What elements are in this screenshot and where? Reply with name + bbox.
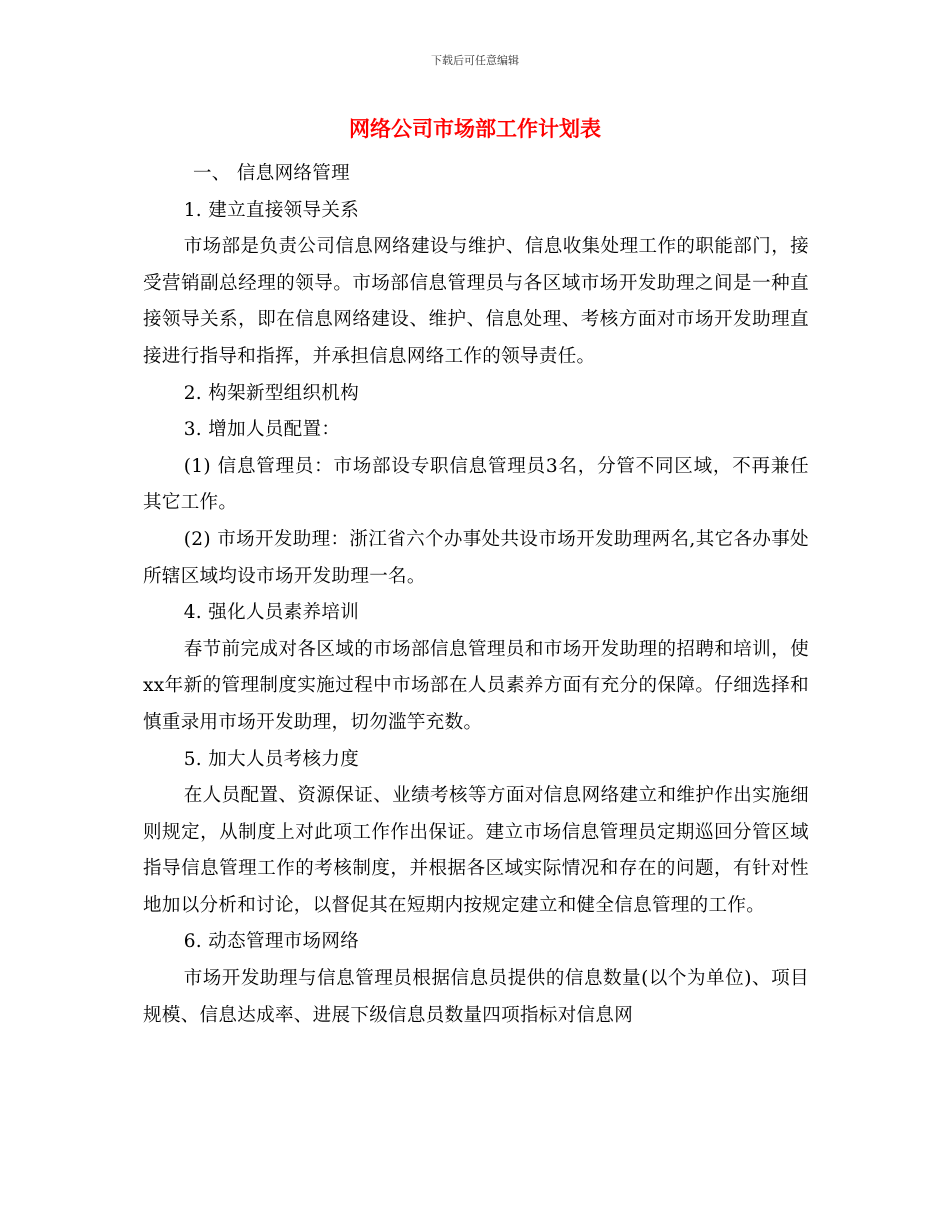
- subheading-staffing: 3. 增加人员配置：: [183, 419, 341, 441]
- subheading-dynamic-management: 6. 动态管理市场网络: [183, 931, 360, 953]
- paragraph-dynamic-management: 市场开发助理与信息管理员根据信息员提供的信息数量(以个为单位)、项目规模、信息达成率、进展下级信息员数量四项指标对信息网: [143, 968, 809, 1026]
- subheading-direct-leadership: 1. 建立直接领导关系: [183, 199, 360, 221]
- section-heading-information-network: 一、 信息网络管理: [192, 163, 350, 184]
- paragraph-assessment: 在人员配置、资源保证、业绩考核等方面对信息网络建立和维护作出实施细则规定，从制度上对此项工作作出保证。建立市场信息管理员定期巡回分管区域指导信息管理工作的考核制度，并根据各区域实际情况和存在的问题，有针对性地加以分析和讨论，以督促其在短期内按规定建立和健全信息管理的工作。: [143, 785, 809, 916]
- document-title: 网络公司市场部工作计划表: [349, 116, 601, 141]
- subheading-training: 4. 强化人员素养培训: [183, 602, 360, 624]
- subheading-assessment: 5. 加大人员考核力度: [183, 748, 360, 770]
- paragraph-training: 春节前完成对各区域的市场部信息管理员和市场开发助理的招聘和培训，使xx年新的管理制度实施过程中市场部在人员素养方面有充分的保障。仔细选择和慎重录用市场开发助理，切勿滥竽充数。: [143, 638, 809, 733]
- paragraph-market-department-role: 市场部是负责公司信息网络建设与维护、信息收集处理工作的职能部门，接受营销副总经理的领导。市场部信息管理员与各区域市场开发助理之间是一种直接领导关系，即在信息网络建设、维护、信息处理、考核方面对市场开发助理直接进行指导和指挥，并承担信息网络工作的领导责任。: [143, 236, 809, 367]
- paragraph-information-manager: (1) 信息管理员：市场部设专职信息管理员3名，分管不同区域，不再兼任其它工作。: [143, 455, 809, 514]
- document-body: [143, 156, 809, 1034]
- subheading-new-organization: 2. 构架新型组织机构: [183, 382, 360, 404]
- paragraph-market-assistant: (2) 市场开发助理：浙江省六个办事处共设市场开发助理两名,其它各办事处所辖区域均设市场开发助理一名。: [143, 528, 809, 587]
- page-header-note: 下载后可任意编辑: [431, 54, 519, 67]
